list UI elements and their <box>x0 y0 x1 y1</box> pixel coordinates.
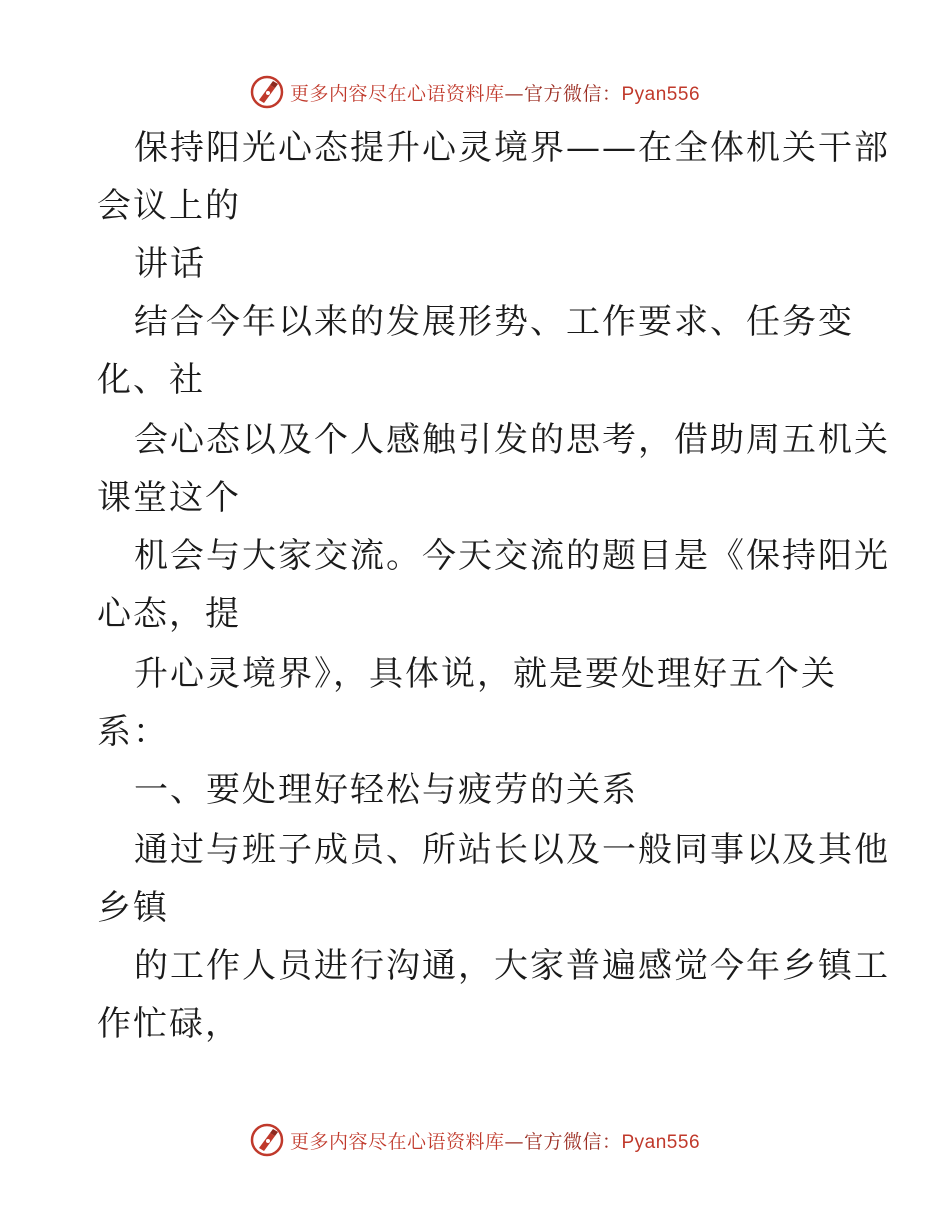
paragraph-line: 作忙碌， <box>97 1004 241 1044</box>
paragraph-line: 会心态以及个人感触引发的思考，借助周五机关 <box>134 420 890 460</box>
paragraph-line: 通过与班子成员、所站长以及一般同事以及其他 <box>134 830 890 870</box>
pen-nib-icon <box>250 75 284 109</box>
paragraph-line: 升心灵境界》，具体说，就是要处理好五个关 <box>134 654 837 694</box>
paragraph-line: 结合今年以来的发展形势、工作要求、任务变 <box>134 302 854 342</box>
banner-dash: — <box>504 1130 524 1153</box>
banner-wechat-id: Pyan556 <box>621 83 701 105</box>
title-line-3: 讲话 <box>134 244 206 284</box>
paragraph-line: 系： <box>97 712 169 752</box>
banner-main-text: 更多内容尽在心语资料库 <box>289 82 505 105</box>
paragraph-line: 的工作人员进行沟通，大家普遍感觉今年乡镇工 <box>134 946 890 986</box>
section-heading: 一、要处理好轻松与疲劳的关系 <box>134 770 638 810</box>
banner-sub-text: 官方微信： <box>523 1130 622 1153</box>
paragraph-line: 乡镇 <box>97 888 169 928</box>
header-banner <box>0 72 950 112</box>
pen-nib-icon <box>250 1123 284 1157</box>
paragraph-line: 课堂这个 <box>97 478 241 518</box>
banner-text <box>290 1127 700 1154</box>
title-line-1: 保持阳光心态提升心灵境界——在全体机关干部 <box>134 128 890 168</box>
banner-wechat-id: Pyan556 <box>621 1131 701 1153</box>
footer-banner <box>0 1120 950 1160</box>
banner-text <box>290 79 700 106</box>
title-line-2: 会议上的 <box>97 186 241 226</box>
banner-main-text: 更多内容尽在心语资料库 <box>289 1130 505 1153</box>
banner-dash: — <box>504 82 524 105</box>
paragraph-line: 心态，提 <box>97 594 241 634</box>
banner-sub-text: 官方微信： <box>523 82 622 105</box>
paragraph-line: 化、社 <box>97 360 205 400</box>
paragraph-line: 机会与大家交流。今天交流的题目是《保持阳光 <box>134 536 890 576</box>
